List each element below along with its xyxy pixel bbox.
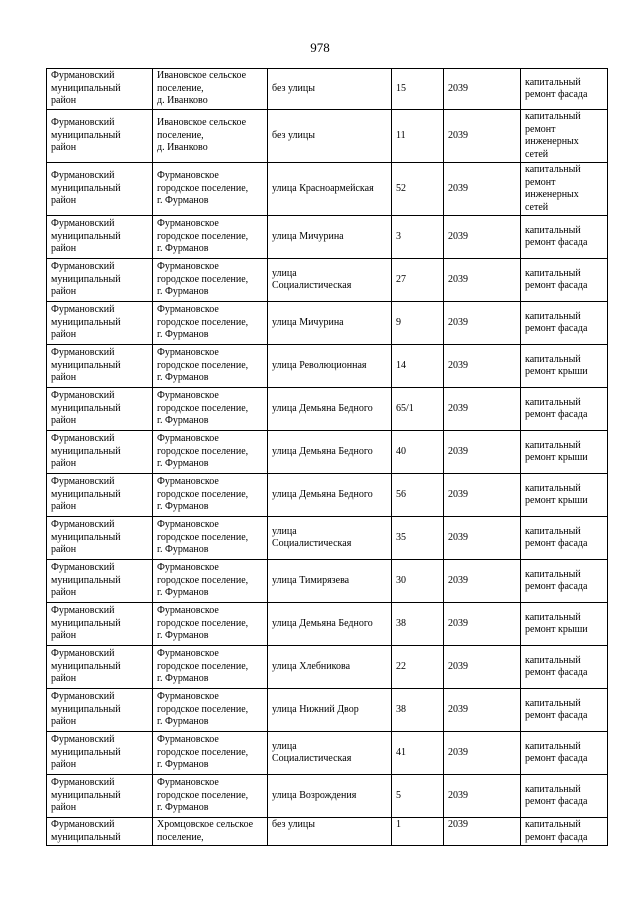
year-cell: 2039 xyxy=(444,474,521,517)
settlement-cell: Фурмановское городское поселение, г. Фурманов xyxy=(153,474,268,517)
settlement-cell: Ивановское сельское поселение, д. Иванково xyxy=(153,110,268,163)
settlement-cell: Фурмановское городское поселение, г. Фурманов xyxy=(153,388,268,431)
house-number-cell: 14 xyxy=(392,345,444,388)
table-row xyxy=(47,732,608,775)
repair-type-cell: капитальный ремонт фасада xyxy=(521,775,608,818)
street-cell: улица Социалистическая xyxy=(268,732,392,775)
house-number-cell: 11 xyxy=(392,110,444,163)
repair-type-cell: капитальный ремонт фасада xyxy=(521,560,608,603)
table-row xyxy=(47,69,608,110)
street-cell: улица Красноармейская xyxy=(268,163,392,216)
settlement-cell: Фурмановское городское поселение, г. Фурманов xyxy=(153,560,268,603)
repair-type-cell: капитальный ремонт крыши xyxy=(521,431,608,474)
settlement-cell: Фурмановское городское поселение, г. Фурманов xyxy=(153,259,268,302)
repair-type-cell: капитальный ремонт крыши xyxy=(521,603,608,646)
year-cell: 2039 xyxy=(444,163,521,216)
table-row xyxy=(47,431,608,474)
municipal-district-cell: Фурмановский муниципальный район xyxy=(47,474,153,517)
year-cell: 2039 xyxy=(444,732,521,775)
municipal-district-cell: Фурмановский муниципальный район xyxy=(47,517,153,560)
page-number: 978 xyxy=(310,40,330,55)
year-cell: 2039 xyxy=(444,560,521,603)
street-cell: без улицы xyxy=(268,69,392,110)
municipal-district-cell: Фурмановский муниципальный район xyxy=(47,69,153,110)
table-row xyxy=(47,163,608,216)
settlement-cell: Фурмановское городское поселение, г. Фурманов xyxy=(153,775,268,818)
street-cell: без улицы xyxy=(268,110,392,163)
table-row xyxy=(47,560,608,603)
street-cell: улица Хлебникова xyxy=(268,646,392,689)
repair-type-cell: капитальный ремонт фасада xyxy=(521,732,608,775)
year-cell: 2039 xyxy=(444,431,521,474)
house-number-cell: 27 xyxy=(392,259,444,302)
municipal-district-cell: Фурмановский муниципальный район xyxy=(47,689,153,732)
street-cell: улица Демьяна Бедного xyxy=(268,388,392,431)
municipal-district-cell: Фурмановский муниципальный район xyxy=(47,163,153,216)
repair-type-cell: капитальный ремонт инженерных сетей xyxy=(521,110,608,163)
house-number-cell: 38 xyxy=(392,689,444,732)
street-cell: улица Социалистическая xyxy=(268,517,392,560)
year-cell: 2039 xyxy=(444,345,521,388)
settlement-cell: Ивановское сельское поселение, д. Иванково xyxy=(153,69,268,110)
table-row xyxy=(47,689,608,732)
table-row xyxy=(47,775,608,818)
repair-type-cell: капитальный ремонт фасада xyxy=(521,388,608,431)
table-row xyxy=(47,388,608,431)
street-cell: улица Социалистическая xyxy=(268,259,392,302)
street-cell: улица Демьяна Бедного xyxy=(268,474,392,517)
street-cell: улица Возрождения xyxy=(268,775,392,818)
settlement-cell: Фурмановское городское поселение, г. Фурманов xyxy=(153,216,268,259)
municipal-district-cell: Фурмановский муниципальный xyxy=(47,818,153,846)
house-number-cell: 3 xyxy=(392,216,444,259)
house-number-cell: 15 xyxy=(392,69,444,110)
year-cell: 2039 xyxy=(444,689,521,732)
house-number-cell: 22 xyxy=(392,646,444,689)
house-number-cell: 9 xyxy=(392,302,444,345)
housing-repair-table xyxy=(46,68,608,846)
settlement-cell: Фурмановское городское поселение, г. Фурманов xyxy=(153,517,268,560)
table-row xyxy=(47,259,608,302)
street-cell: улица Революционная xyxy=(268,345,392,388)
municipal-district-cell: Фурмановский муниципальный район xyxy=(47,732,153,775)
table-row xyxy=(47,216,608,259)
street-cell: улица Нижний Двор xyxy=(268,689,392,732)
municipal-district-cell: Фурмановский муниципальный район xyxy=(47,302,153,345)
repair-type-cell: капитальный ремонт инженерных сетей xyxy=(521,163,608,216)
repair-type-cell: капитальный ремонт фасада xyxy=(521,689,608,732)
settlement-cell: Фурмановское городское поселение, г. Фурманов xyxy=(153,302,268,345)
repair-type-cell: капитальный ремонт крыши xyxy=(521,474,608,517)
settlement-cell: Фурмановское городское поселение, г. Фурманов xyxy=(153,732,268,775)
municipal-district-cell: Фурмановский муниципальный район xyxy=(47,259,153,302)
municipal-district-cell: Фурмановский муниципальный район xyxy=(47,646,153,689)
table-row xyxy=(47,302,608,345)
year-cell: 2039 xyxy=(444,818,521,846)
house-number-cell: 5 xyxy=(392,775,444,818)
house-number-cell: 1 xyxy=(392,818,444,846)
house-number-cell: 30 xyxy=(392,560,444,603)
repair-type-cell: капитальный ремонт фасада xyxy=(521,216,608,259)
table-row xyxy=(47,818,608,846)
year-cell: 2039 xyxy=(444,646,521,689)
table-body xyxy=(47,69,608,846)
repair-type-cell: капитальный ремонт фасада xyxy=(521,259,608,302)
settlement-cell: Фурмановское городское поселение, г. Фурманов xyxy=(153,163,268,216)
house-number-cell: 40 xyxy=(392,431,444,474)
municipal-district-cell: Фурмановский муниципальный район xyxy=(47,775,153,818)
repair-type-cell: капитальный ремонт фасада xyxy=(521,69,608,110)
table-row xyxy=(47,646,608,689)
repair-type-cell: капитальный ремонт фасада xyxy=(521,517,608,560)
house-number-cell: 56 xyxy=(392,474,444,517)
municipal-district-cell: Фурмановский муниципальный район xyxy=(47,345,153,388)
year-cell: 2039 xyxy=(444,259,521,302)
house-number-cell: 65/1 xyxy=(392,388,444,431)
year-cell: 2039 xyxy=(444,388,521,431)
municipal-district-cell: Фурмановский муниципальный район xyxy=(47,603,153,646)
settlement-cell: Фурмановское городское поселение, г. Фурманов xyxy=(153,431,268,474)
street-cell: улица Мичурина xyxy=(268,302,392,345)
repair-type-cell: капитальный ремонт фасада xyxy=(521,302,608,345)
municipal-district-cell: Фурмановский муниципальный район xyxy=(47,388,153,431)
year-cell: 2039 xyxy=(444,517,521,560)
year-cell: 2039 xyxy=(444,603,521,646)
year-cell: 2039 xyxy=(444,69,521,110)
settlement-cell: Фурмановское городское поселение, г. Фурманов xyxy=(153,689,268,732)
year-cell: 2039 xyxy=(444,302,521,345)
year-cell: 2039 xyxy=(444,775,521,818)
house-number-cell: 35 xyxy=(392,517,444,560)
municipal-district-cell: Фурмановский муниципальный район xyxy=(47,216,153,259)
street-cell: улица Демьяна Бедного xyxy=(268,431,392,474)
street-cell: улица Тимирязева xyxy=(268,560,392,603)
table-row xyxy=(47,110,608,163)
table-row xyxy=(47,603,608,646)
year-cell: 2039 xyxy=(444,216,521,259)
repair-type-cell: капитальный ремонт фасада xyxy=(521,818,608,846)
year-cell: 2039 xyxy=(444,110,521,163)
table-row xyxy=(47,474,608,517)
house-number-cell: 38 xyxy=(392,603,444,646)
settlement-cell: Фурмановское городское поселение, г. Фурманов xyxy=(153,345,268,388)
table-row xyxy=(47,345,608,388)
street-cell: улица Демьяна Бедного xyxy=(268,603,392,646)
settlement-cell: Хромцовское сельское поселение, xyxy=(153,818,268,846)
table-row xyxy=(47,517,608,560)
street-cell: улица Мичурина xyxy=(268,216,392,259)
repair-type-cell: капитальный ремонт крыши xyxy=(521,345,608,388)
municipal-district-cell: Фурмановский муниципальный район xyxy=(47,110,153,163)
house-number-cell: 41 xyxy=(392,732,444,775)
house-number-cell: 52 xyxy=(392,163,444,216)
settlement-cell: Фурмановское городское поселение, г. Фурманов xyxy=(153,603,268,646)
street-cell: без улицы xyxy=(268,818,392,846)
municipal-district-cell: Фурмановский муниципальный район xyxy=(47,431,153,474)
repair-type-cell: капитальный ремонт фасада xyxy=(521,646,608,689)
settlement-cell: Фурмановское городское поселение, г. Фурманов xyxy=(153,646,268,689)
municipal-district-cell: Фурмановский муниципальный район xyxy=(47,560,153,603)
